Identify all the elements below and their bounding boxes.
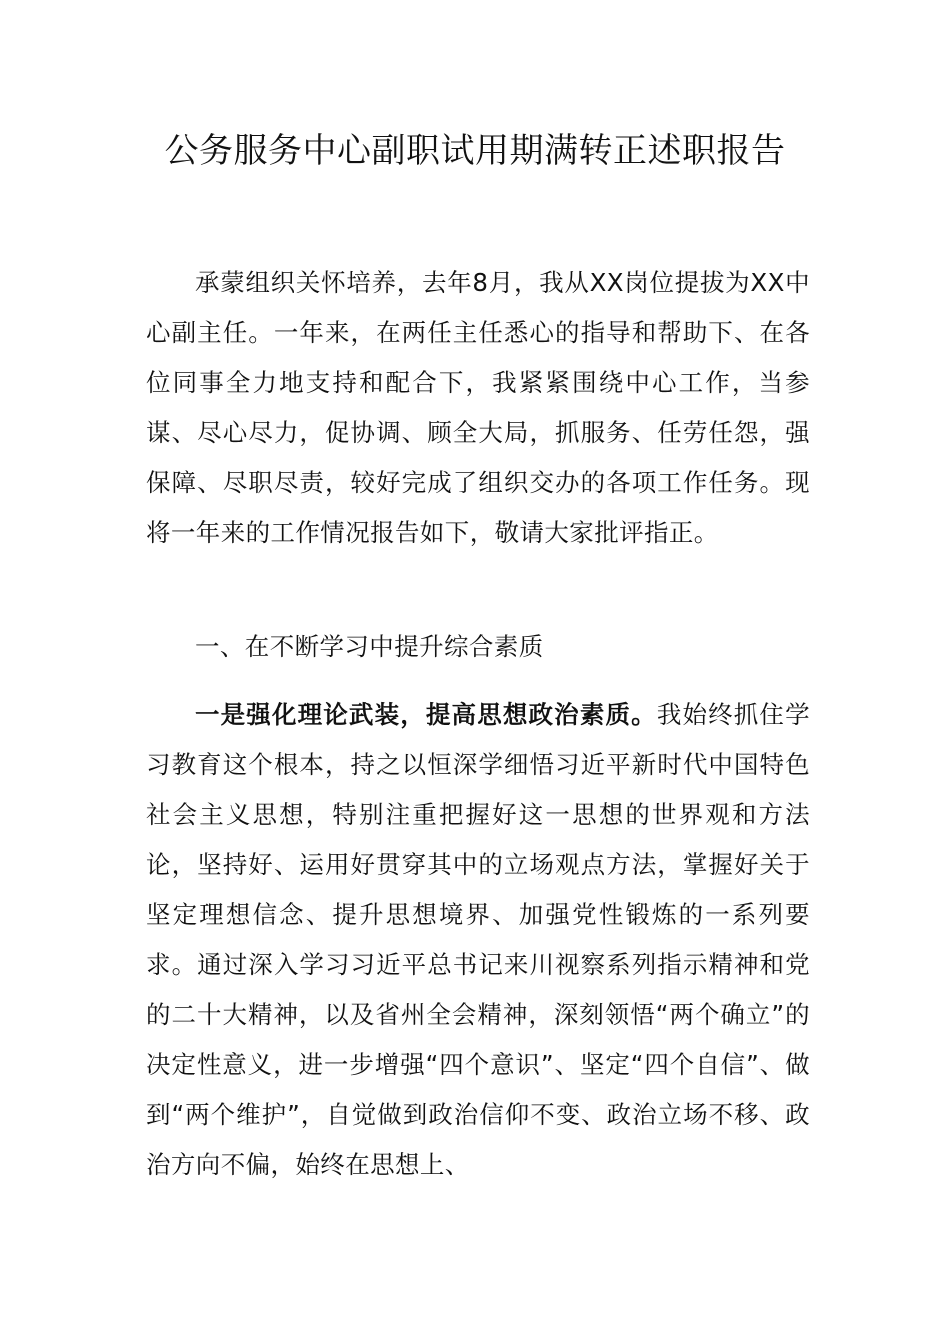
section-heading: 一、在不断学习中提升综合素质 xyxy=(195,632,544,661)
paragraph-body-text: 我始终抓住学习教育这个根本，持之以恒深学细悟习近平新时代中国特色社会主义思想，特别注重把握好这一思想的世界观和方法论，坚持好、运用好贯穿其中的立场观点方法，掌握好关于坚定理想信念、提升思想境界、加强党性锻炼的一系列要求。通过深入学习习近平总书记来川视察系列指示精神和党的二十大精神，以及省州全会精神，深刻领悟“两个确立”的决定性意义，进一步增强“四个意识”、坚定“四个自信”、做到“两个维护”，自觉做到政治信仰不变、政治立场不移、政治方向不偏，始终在思想上、 xyxy=(146,700,810,1179)
intro-paragraph: 承蒙组织关怀培养，去年8月，我从XX岗位提拔为XX中心副主任。一年来，在两任主任悉心的指导和帮助下、在各位同事全力地支持和配合下，我紧紧围绕中心工作，当参谋、尽心尽力，促协调、顾全大局，抓服务、任劳任怨，强保障、尽职尽责，较好完成了组织交办的各项工作任务。现将一年来的工作情况报告如下，敬请大家批评指正。 xyxy=(146,268,810,547)
document-title: 公务服务中心副职试用期满转正述职报告 xyxy=(164,131,786,171)
body-paragraph xyxy=(146,690,810,1190)
paragraph-lead-sentence: 一是强化理论武装，提高思想政治素质。 xyxy=(195,700,657,729)
